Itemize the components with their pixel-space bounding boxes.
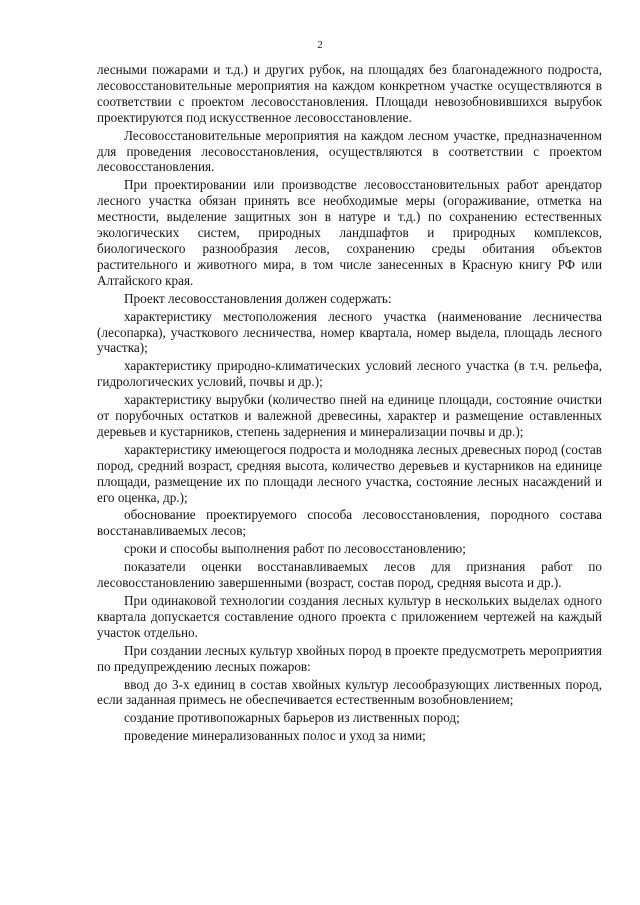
paragraph-project-contents-intro: Проект лесовосстановления должен содержать:	[124, 290, 392, 306]
paragraph-reforestation-measures: Лесовосстановительные мероприятия на каждом лесном участке, предназначенном для проведения лесовосстановления, осуществляются в соответствии с проектом лесовосстановления.	[97, 127, 602, 175]
paragraph-continuation: лесными пожарами и т.д.) и других рубок, на площадях без благонадежного подроста, лесовосстановительные мероприятия на каждом конкретном участке осуществляются в соответствии с проектом лесовосстановления. Площади невозобновившихся вырубок проектируются под искусственное лесовосстановление.	[97, 62, 602, 125]
list-item-clearing: характеристику вырубки (количество пней на единице площади, состояние очистки от порубочных остатков и валежной древесины, характер и размещение оставленных деревьев и кустарников, степень задернения и минерализации почвы и др.);	[97, 392, 602, 439]
list-item-timing: сроки и способы выполнения работ по лесовосстановлению;	[124, 541, 466, 557]
list-item-location: характеристику местоположения лесного участка (наименование лесничества (лесопарка), участкового лесничества, номер квартала, номер выдела, площадь лесного участка);	[97, 308, 602, 356]
list-item-deciduous-admixture: ввод до 3-х единиц в состав хвойных культур лесообразующих лиственных пород, если заданная примесь не обеспечивается естественным возобновлением;	[97, 676, 602, 708]
paragraph-conifer-fire-prevention: При создании лесных культур хвойных пород в проекте предусмотреть мероприятия по предупреждению лесных пожаров:	[97, 642, 602, 674]
document-body	[97, 62, 602, 746]
list-item-climate: характеристику природно-климатических условий лесного участка (в т.ч. рельефа, гидрологических условий, почвы и др.);	[97, 358, 602, 390]
list-item-justification: обоснование проектируемого способа лесовосстановления, породного состава восстанавливаемых лесов;	[97, 507, 602, 539]
paragraph-same-technology: При одинаковой технологии создания лесных культур в нескольких выделах одного квартала допускается составление одного проекта с приложением чертежей на каждый участок отдельно.	[97, 593, 602, 640]
list-item-mineralized-strips: проведение минерализованных полос и уход за ними;	[124, 728, 426, 744]
list-item-undergrowth: характеристику имеющегося подроста и молодняка лесных древесных пород (состав пород, средний возраст, средняя высота, количество деревьев и кустарников на единице площади, размещение их по площади лесного участка, состояние лесных насаждений и его оценка, др.);	[97, 441, 602, 505]
list-item-assessment: показатели оценки восстанавливаемых лесов для признания работ по лесовосстановлению завершенными (возраст, состав пород, средняя высота и др.).	[97, 559, 602, 591]
list-item-fire-barriers: создание противопожарных барьеров из лиственных пород;	[124, 710, 460, 726]
page-number: 2	[317, 39, 323, 51]
paragraph-tenant-obligations: При проектировании или производстве лесовосстановительных работ арендатор лесного участка обязан принять все необходимые меры (огораживание, отметка на местности, выделение защитных зон в натуре и т.д.) по сохранению естественных экологических систем, природных ландшафтов и природных комплексов, биологического разнообразия лесов, сохранению среды обитания объектов растительного и животного мира, в том числе занесенных в Красную книгу РФ или Алтайского края.	[97, 177, 602, 288]
